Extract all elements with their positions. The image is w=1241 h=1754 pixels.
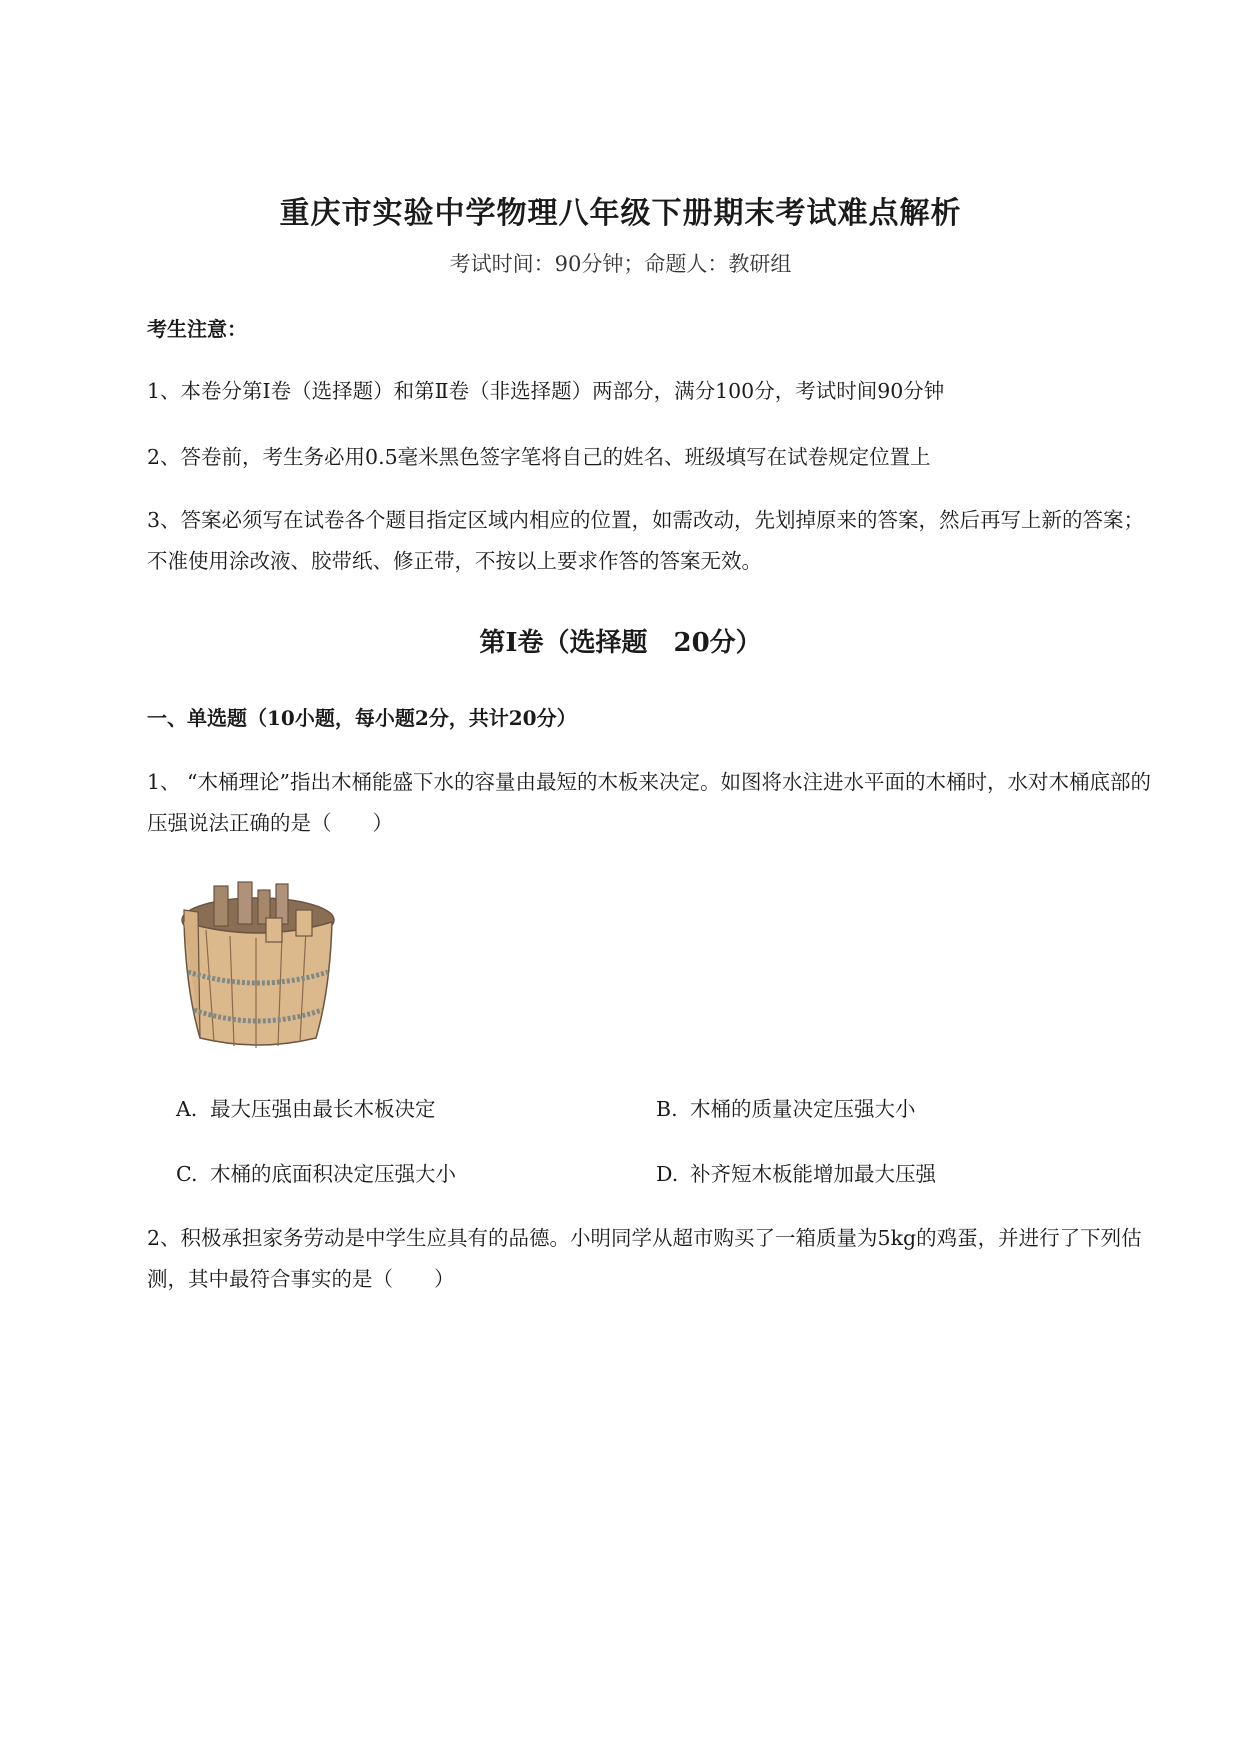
page-title: 重庆市实验中学物理八年级下册期末考试难点解析 xyxy=(279,196,962,231)
part-heading: 一、单选题（10小题，每小题2分，共计20分） xyxy=(147,706,577,730)
question-1-text: 1、 “木桶理论”指出木桶能盛下水的容量由最短的木板来决定。如图将水注进水平面的木桶时，水对木桶底部的压强说法正确的是（ ） xyxy=(147,770,1152,835)
exam-info: 考试时间：90分钟；命题人：教研组 xyxy=(449,252,792,276)
wooden-bucket-image xyxy=(178,880,338,1050)
question-1-option-b: B. 木桶的质量决定压强大小 xyxy=(656,1097,916,1121)
question-2-text: 2、积极承担家务劳动是中学生应具有的品德。小明同学从超市购买了一箱质量为5kg的鸡蛋，并进行了下列估测，其中最符合事实的是（ ） xyxy=(147,1226,1142,1291)
notice-heading: 考生注意： xyxy=(147,317,247,341)
section-title: 第Ⅰ卷（选择题 20分） xyxy=(479,628,762,658)
question-1-option-d: D. 补齐短木板能增加最大压强 xyxy=(656,1162,936,1186)
notice-item-2: 2、答卷前，考生务必用0.5毫米黑色签字笔将自己的姓名、班级填写在试卷规定位置上 xyxy=(147,445,931,469)
question-1-option-c: C. 木桶的底面积决定压强大小 xyxy=(176,1162,456,1186)
question-1-option-a: A. 最大压强由最长木板决定 xyxy=(176,1097,436,1121)
notice-item-3: 3、答案必须写在试卷各个题目指定区域内相应的位置，如需改动，先划掉原来的答案，然后再写上新的答案；不准使用涂改液、胶带纸、修正带，不按以上要求作答的答案无效。 xyxy=(147,508,1145,573)
notice-item-1: 1、本卷分第Ⅰ卷（选择题）和第Ⅱ卷（非选择题）两部分，满分100分，考试时间90分钟 xyxy=(147,379,945,403)
